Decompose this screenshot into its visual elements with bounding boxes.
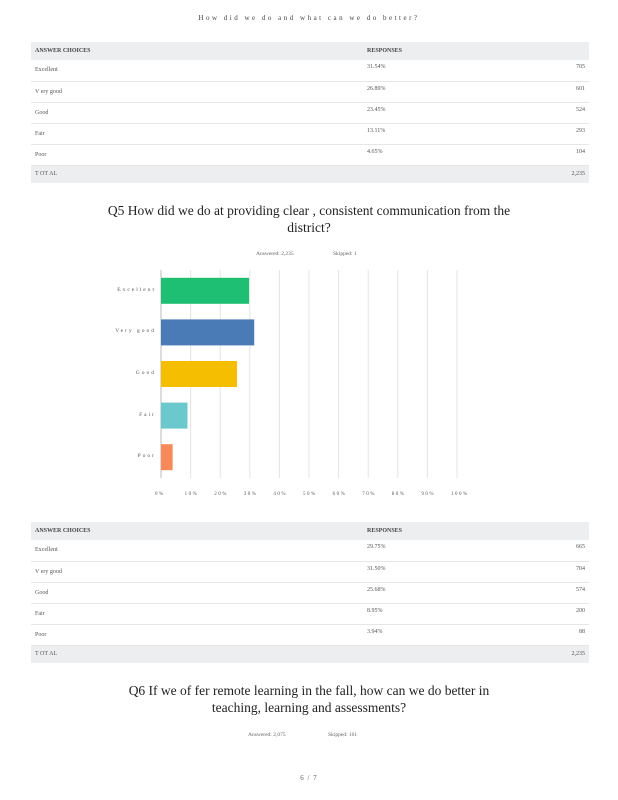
chart-x-tick-label: 60%	[332, 492, 347, 497]
chart-category-label: Good	[135, 370, 156, 376]
q5-skipped: Skipped: 1	[333, 251, 357, 257]
q6-title	[0, 682, 618, 716]
total-label: T OT AL	[35, 171, 58, 178]
q6-answered: Answered: 2,075	[248, 732, 286, 738]
response-percent: 4.65%	[367, 148, 383, 155]
chart-x-tick-label: 100%	[451, 492, 469, 497]
chart-x-tick-label: 40%	[273, 492, 288, 497]
total-row	[31, 645, 589, 663]
chart-category-label: Fair	[139, 411, 156, 418]
response-percent: 31.50%	[367, 565, 386, 572]
answer-label: Poor	[35, 151, 47, 158]
answer-label: Good	[35, 109, 49, 116]
chart-bar	[161, 278, 249, 304]
response-percent: 23.45%	[367, 106, 386, 113]
chart-category-label: Excellent	[117, 286, 156, 293]
response-percent: 26.89%	[367, 85, 386, 92]
response-count: 88	[579, 628, 585, 635]
chart-x-tick-label: 70%	[362, 492, 376, 497]
chart-category-label: Very good	[115, 328, 156, 335]
q5-response-table	[31, 522, 589, 663]
chart-x-tick-label: 90%	[421, 492, 436, 497]
response-percent: 3.94%	[367, 628, 383, 635]
response-count: 601	[576, 85, 585, 92]
response-percent: 25.68%	[367, 586, 386, 593]
responses-header: RESPONSES	[367, 528, 403, 534]
chart-x-tick-label: 10%	[184, 492, 199, 497]
response-percent: 13.11%	[367, 127, 386, 134]
response-count: 293	[576, 127, 585, 134]
chart-bar	[161, 319, 254, 345]
total-count: 2,235	[571, 651, 585, 658]
q5-answered: Answered: 2,235	[256, 251, 294, 257]
response-percent: 8.95%	[367, 607, 383, 614]
chart-x-tick-label: 20%	[214, 492, 228, 497]
table-row	[31, 540, 589, 561]
answer-label: Excellent	[35, 67, 58, 74]
q5-title-line1: Q5 How did we do at providing clear , consistent communication from the	[107, 203, 511, 218]
chart-x-tick-label: 80%	[391, 492, 406, 497]
response-percent: 29.75%	[367, 544, 386, 550]
answer-label: V ery good	[35, 568, 62, 575]
response-count: 705	[576, 64, 585, 70]
response-count: 524	[576, 106, 585, 113]
response-count: 704	[576, 565, 585, 572]
q6-title-line2: teaching, learning and assessments?	[211, 700, 407, 715]
table-row	[31, 561, 589, 582]
chart-bar	[161, 361, 237, 387]
page-number: 6 / 7	[300, 774, 318, 782]
response-count: 574	[576, 586, 585, 593]
page-header: How did we do and what can we do better?	[198, 14, 420, 22]
q5-title-line2: district?	[287, 220, 331, 235]
answer-label: Fair	[35, 130, 45, 137]
answer-label: V ery good	[35, 88, 62, 95]
table-row	[31, 582, 589, 603]
answer-label: Excellent	[35, 547, 58, 554]
table-row	[31, 603, 589, 624]
response-count: 665	[576, 544, 585, 550]
chart-x-tick-label: 30%	[243, 492, 258, 497]
q6-title-line1: Q6 If we of fer remote learning in the fall, how can we do better in	[128, 683, 490, 698]
answer-label: Good	[35, 589, 49, 596]
answer-label: Poor	[35, 631, 47, 638]
chart-category-label: Poor	[137, 453, 156, 460]
chart-bar	[161, 403, 187, 429]
table-row	[31, 624, 589, 645]
answer-choices-header: ANSWER CHOICES	[35, 48, 91, 54]
chart-x-tick-label: 0%	[155, 492, 165, 497]
response-count: 200	[576, 607, 585, 614]
response-percent: 31.54%	[367, 64, 386, 70]
response-count: 104	[576, 148, 585, 155]
q6-skipped: Skipped: 161	[328, 732, 358, 738]
chart-bar	[161, 444, 173, 470]
total-count: 2,235	[571, 171, 585, 178]
total-label: T OT AL	[35, 651, 58, 658]
answer-label: Fair	[35, 610, 45, 617]
answer-choices-header: ANSWER CHOICES	[35, 528, 91, 534]
chart-x-tick-label: 50%	[303, 492, 317, 497]
responses-header: RESPONSES	[367, 48, 403, 54]
